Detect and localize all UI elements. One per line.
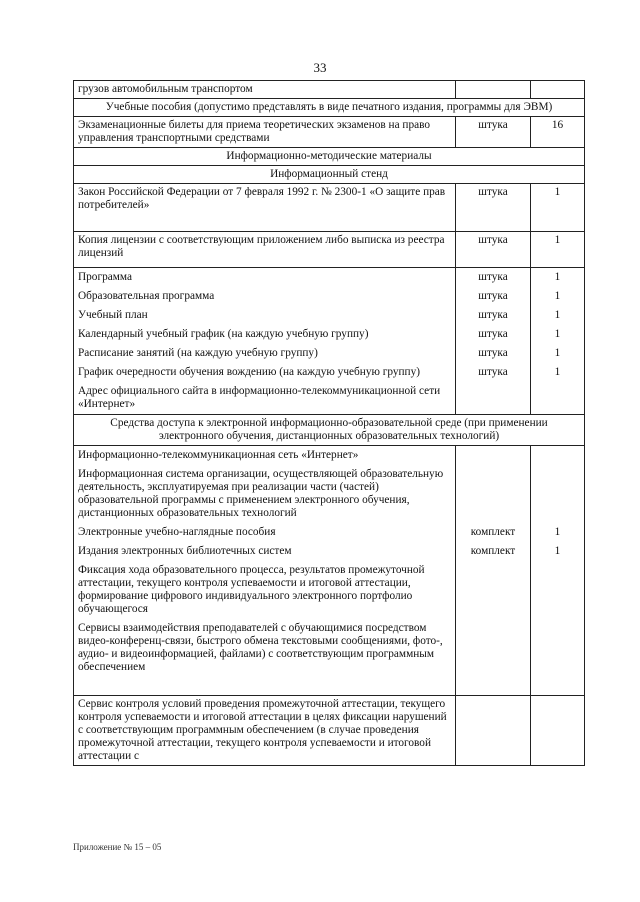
- item-name: Издания электронных библиотечных систем: [74, 542, 456, 561]
- item-unit: штука: [456, 306, 531, 325]
- table-row: [74, 232, 585, 268]
- item-unit: штука: [456, 325, 531, 344]
- table-row: [74, 465, 585, 523]
- footer-note: Приложение № 15 – 05: [73, 842, 162, 852]
- item-unit: [456, 81, 531, 99]
- item-unit: комплект: [456, 523, 531, 542]
- item-name: Закон Российской Федерации от 7 февраля 1992 г. № 2300-1 «О защите прав потребителей»: [74, 184, 456, 232]
- item-unit: комплект: [456, 542, 531, 561]
- item-name: Расписание занятий (на каждую учебную группу): [74, 344, 456, 363]
- table-row: [74, 184, 585, 232]
- item-name: Адрес официального сайта в информационно-телекоммуникационной сети «Интернет»: [74, 382, 456, 415]
- equipment-table: [73, 80, 585, 766]
- table-row: [74, 117, 585, 148]
- item-qty: 1: [531, 523, 585, 542]
- item-name: Копия лицензии с соответствующим приложением либо выписка из реестра лицензий: [74, 232, 456, 268]
- item-unit: штука: [456, 232, 531, 268]
- item-qty: 1: [531, 287, 585, 306]
- item-qty: 1: [531, 306, 585, 325]
- item-name: Сервисы взаимодействия преподавателей с обучающимися посредством видео-конференц-связи, быстрого обмена текстовыми сообщениями, фото-, аудио- и видеоинформацией, файлами) с соответствующим программным обеспечением: [74, 619, 456, 695]
- table-row: [74, 542, 585, 561]
- table-row: [74, 363, 585, 382]
- item-name: Электронные учебно-наглядные пособия: [74, 523, 456, 542]
- item-name: Образовательная программа: [74, 287, 456, 306]
- item-name: грузов автомобильным транспортом: [74, 81, 456, 99]
- item-name: Информационная система организации, осуществляющей образовательную деятельность, эксплуатируемая при реализации части (частей) образовательной программы с применением электронного обучения, дистанционных образовательных технологий: [74, 465, 456, 523]
- table-row: [74, 287, 585, 306]
- section-header-row: [74, 99, 585, 117]
- item-unit: [456, 446, 531, 466]
- item-name: Сервис контроля условий проведения промежуточной аттестации, текущего контроля успеваемости и итоговой аттестации в целях фиксации нарушений с соответствующим программным обеспечением (в случае проведения промежуточной аттестации, текущего контроля успеваемости и итоговой аттестации с: [74, 695, 456, 765]
- section-header-row: [74, 166, 585, 184]
- item-unit: штука: [456, 287, 531, 306]
- item-name: Учебный план: [74, 306, 456, 325]
- table-row: [74, 81, 585, 99]
- section-header-row: [74, 148, 585, 166]
- table-row: [74, 344, 585, 363]
- section-header: Информационный стенд: [74, 166, 585, 184]
- item-unit: [456, 619, 531, 695]
- item-qty: [531, 695, 585, 765]
- section-header: Средства доступа к электронной информационно-образовательной среде (при применении электронного обучения, дистанционных образовательных технологий): [74, 415, 585, 446]
- table-row: [74, 325, 585, 344]
- item-qty: [531, 382, 585, 415]
- item-unit: штука: [456, 117, 531, 148]
- item-qty: [531, 446, 585, 466]
- table-row: [74, 695, 585, 765]
- item-unit: [456, 382, 531, 415]
- item-name: Календарный учебный график (на каждую учебную группу): [74, 325, 456, 344]
- item-unit: штука: [456, 268, 531, 288]
- item-qty: 1: [531, 268, 585, 288]
- item-unit: штука: [456, 363, 531, 382]
- page-number: 33: [313, 60, 327, 75]
- item-qty: 1: [531, 542, 585, 561]
- section-header-row: [74, 415, 585, 446]
- item-name: Информационно-телекоммуникационная сеть «Интернет»: [74, 446, 456, 466]
- item-qty: [531, 81, 585, 99]
- table-row: [74, 382, 585, 415]
- item-qty: 1: [531, 325, 585, 344]
- table-row: [74, 446, 585, 466]
- table-row: [74, 306, 585, 325]
- item-qty: [531, 619, 585, 695]
- item-qty: 1: [531, 363, 585, 382]
- item-qty: [531, 561, 585, 619]
- section-header: Учебные пособия (допустимо представлять в виде печатного издания, программы для ЭВМ): [74, 99, 585, 117]
- item-qty: 1: [531, 184, 585, 232]
- table-row: [74, 561, 585, 619]
- item-qty: 1: [531, 232, 585, 268]
- item-unit: [456, 561, 531, 619]
- item-unit: штука: [456, 184, 531, 232]
- section-header: Информационно-методические материалы: [74, 148, 585, 166]
- item-name: Программа: [74, 268, 456, 288]
- item-qty: 16: [531, 117, 585, 148]
- item-unit: штука: [456, 344, 531, 363]
- item-qty: [531, 465, 585, 523]
- item-name: Фиксация хода образовательного процесса, результатов промежуточной аттестации, текущего контроля успеваемости и итоговой аттестации, формирование цифрового индивидуального электронного портфолио обучающегося: [74, 561, 456, 619]
- item-unit: [456, 465, 531, 523]
- item-qty: 1: [531, 344, 585, 363]
- item-name: Экзаменационные билеты для приема теоретических экзаменов на право управления транспортными средствами: [74, 117, 456, 148]
- item-unit: [456, 695, 531, 765]
- table-row: [74, 268, 585, 288]
- table-row: [74, 619, 585, 695]
- item-name: График очередности обучения вождению (на каждую учебную группу): [74, 363, 456, 382]
- table-row: [74, 523, 585, 542]
